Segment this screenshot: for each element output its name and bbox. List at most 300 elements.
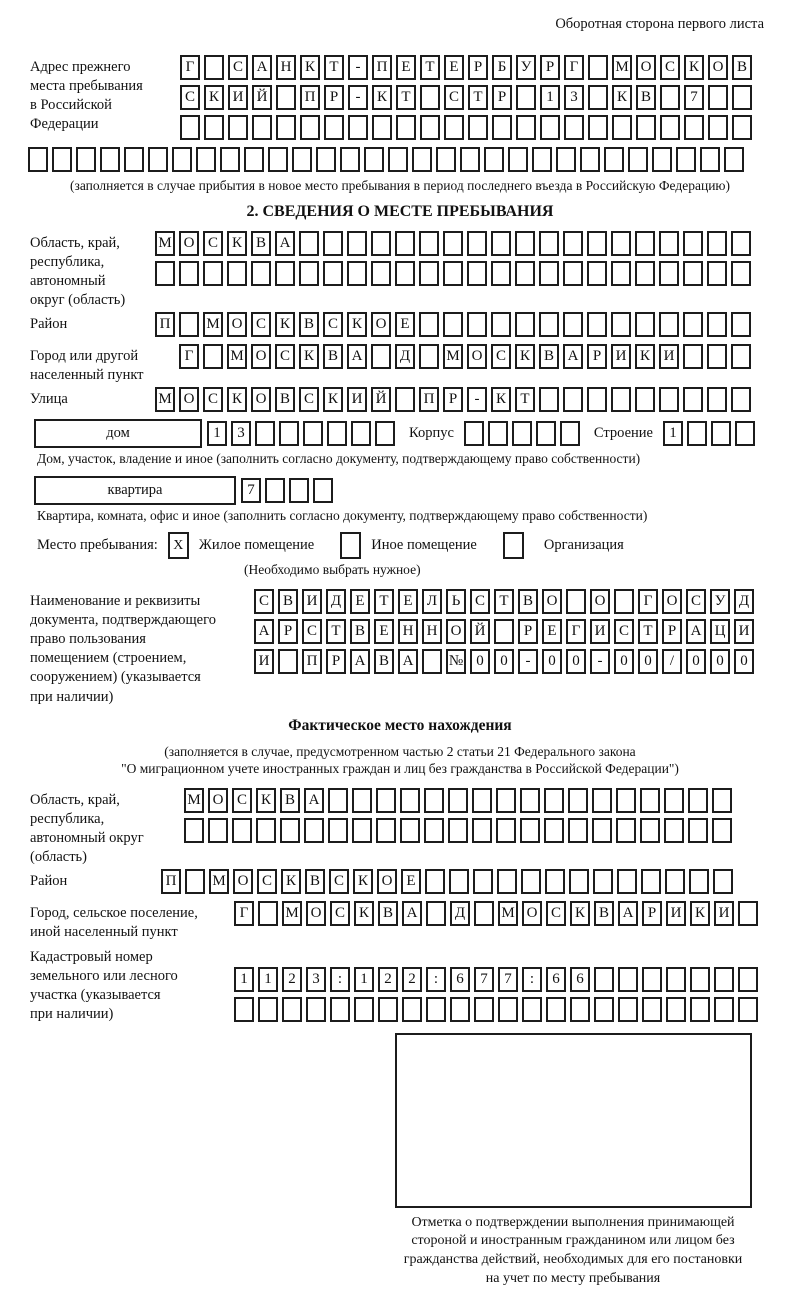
char-box[interactable]: И xyxy=(734,619,754,644)
char-box[interactable]: К xyxy=(635,344,655,369)
char-box[interactable]: / xyxy=(662,649,682,674)
char-box[interactable] xyxy=(641,869,661,894)
char-box[interactable]: 0 xyxy=(470,649,490,674)
char-box[interactable]: Й xyxy=(470,619,490,644)
char-box[interactable] xyxy=(468,115,488,140)
char-box[interactable]: Г xyxy=(179,344,199,369)
char-box[interactable]: В xyxy=(594,901,614,926)
char-box[interactable] xyxy=(425,869,445,894)
char-box[interactable] xyxy=(642,967,662,992)
char-box[interactable] xyxy=(556,147,576,172)
char-box[interactable] xyxy=(676,147,696,172)
apartment-type-box[interactable]: квартира xyxy=(34,476,236,505)
char-box[interactable] xyxy=(522,997,542,1022)
char-box[interactable] xyxy=(635,261,655,286)
char-box[interactable]: Д xyxy=(395,344,415,369)
char-box[interactable] xyxy=(520,788,540,813)
char-box[interactable]: И xyxy=(714,901,734,926)
char-box[interactable]: Т xyxy=(638,619,658,644)
char-box[interactable]: И xyxy=(590,619,610,644)
char-box[interactable]: Р xyxy=(540,55,560,80)
char-box[interactable] xyxy=(540,115,560,140)
char-box[interactable]: О xyxy=(179,387,199,412)
char-box[interactable]: К xyxy=(299,344,319,369)
char-box[interactable]: 1 xyxy=(354,967,374,992)
char-box[interactable]: И xyxy=(666,901,686,926)
char-box[interactable]: С xyxy=(203,231,223,256)
char-box[interactable]: 0 xyxy=(494,649,514,674)
char-box[interactable]: Г xyxy=(638,589,658,614)
char-box[interactable] xyxy=(594,967,614,992)
char-box[interactable] xyxy=(516,115,536,140)
char-box[interactable]: 7 xyxy=(474,967,494,992)
char-box[interactable]: А xyxy=(275,231,295,256)
char-box[interactable]: М xyxy=(203,312,223,337)
char-box[interactable] xyxy=(635,312,655,337)
char-box[interactable]: Е xyxy=(374,619,394,644)
char-box[interactable] xyxy=(588,85,608,110)
char-box[interactable]: 1 xyxy=(540,85,560,110)
char-box[interactable] xyxy=(617,869,637,894)
char-box[interactable]: В xyxy=(732,55,752,80)
char-box[interactable]: Д xyxy=(734,589,754,614)
char-box[interactable]: Р xyxy=(278,619,298,644)
char-box[interactable] xyxy=(303,421,323,446)
char-box[interactable] xyxy=(593,869,613,894)
char-box[interactable] xyxy=(203,261,223,286)
char-box[interactable]: Е xyxy=(401,869,421,894)
char-box[interactable] xyxy=(544,788,564,813)
char-box[interactable]: К xyxy=(354,901,374,926)
char-box[interactable] xyxy=(684,115,704,140)
char-box[interactable] xyxy=(508,147,528,172)
char-box[interactable]: О xyxy=(522,901,542,926)
char-box[interactable]: 7 xyxy=(498,967,518,992)
char-box[interactable] xyxy=(443,261,463,286)
char-box[interactable]: К xyxy=(227,387,247,412)
char-box[interactable] xyxy=(496,788,516,813)
char-box[interactable] xyxy=(258,997,278,1022)
char-box[interactable]: А xyxy=(252,55,272,80)
char-box[interactable]: В xyxy=(636,85,656,110)
char-box[interactable]: И xyxy=(254,649,274,674)
char-box[interactable]: 2 xyxy=(282,967,302,992)
char-box[interactable]: Д xyxy=(450,901,470,926)
char-box[interactable]: Н xyxy=(422,619,442,644)
char-box[interactable]: У xyxy=(516,55,536,80)
char-box[interactable] xyxy=(588,115,608,140)
char-box[interactable] xyxy=(708,115,728,140)
char-box[interactable] xyxy=(396,115,416,140)
char-box[interactable] xyxy=(498,997,518,1022)
char-box[interactable] xyxy=(448,818,468,843)
char-box[interactable] xyxy=(196,147,216,172)
char-box[interactable]: 0 xyxy=(542,649,562,674)
char-box[interactable]: Е xyxy=(396,55,416,80)
char-box[interactable] xyxy=(251,261,271,286)
char-box[interactable] xyxy=(313,478,333,503)
char-box[interactable] xyxy=(659,312,679,337)
char-box[interactable] xyxy=(450,997,470,1022)
char-box[interactable] xyxy=(185,869,205,894)
char-box[interactable] xyxy=(635,387,655,412)
char-box[interactable]: 2 xyxy=(378,967,398,992)
char-box[interactable]: В xyxy=(280,788,300,813)
char-box[interactable] xyxy=(330,997,350,1022)
char-box[interactable]: Р xyxy=(518,619,538,644)
char-box[interactable] xyxy=(402,997,422,1022)
char-box[interactable]: М xyxy=(155,387,175,412)
char-box[interactable] xyxy=(545,869,565,894)
char-box[interactable] xyxy=(419,261,439,286)
char-box[interactable] xyxy=(689,869,709,894)
house-type-box[interactable]: дом xyxy=(34,419,202,448)
char-box[interactable] xyxy=(244,147,264,172)
char-box[interactable]: К xyxy=(690,901,710,926)
char-box[interactable] xyxy=(614,589,634,614)
char-box[interactable] xyxy=(280,818,300,843)
char-box[interactable] xyxy=(580,147,600,172)
char-box[interactable] xyxy=(204,55,224,80)
char-box[interactable] xyxy=(292,147,312,172)
char-box[interactable] xyxy=(420,115,440,140)
char-box[interactable]: С xyxy=(660,55,680,80)
char-box[interactable]: Т xyxy=(396,85,416,110)
char-box[interactable]: И xyxy=(611,344,631,369)
char-box[interactable]: П xyxy=(419,387,439,412)
char-box[interactable]: 0 xyxy=(734,649,754,674)
char-box[interactable]: П xyxy=(302,649,322,674)
char-box[interactable]: О xyxy=(208,788,228,813)
checkbox-organization[interactable] xyxy=(503,532,524,559)
char-box[interactable] xyxy=(491,261,511,286)
char-box[interactable] xyxy=(612,115,632,140)
char-box[interactable] xyxy=(467,261,487,286)
char-box[interactable] xyxy=(563,231,583,256)
char-box[interactable] xyxy=(256,818,276,843)
checkbox-residential[interactable]: X xyxy=(168,532,189,559)
char-box[interactable] xyxy=(282,997,302,1022)
char-box[interactable] xyxy=(268,147,288,172)
char-box[interactable]: Е xyxy=(350,589,370,614)
char-box[interactable] xyxy=(738,967,758,992)
char-box[interactable] xyxy=(611,231,631,256)
char-box[interactable]: 6 xyxy=(546,967,566,992)
char-box[interactable] xyxy=(588,55,608,80)
char-box[interactable] xyxy=(521,869,541,894)
char-box[interactable] xyxy=(316,147,336,172)
char-box[interactable] xyxy=(227,261,247,286)
char-box[interactable] xyxy=(568,788,588,813)
char-box[interactable]: 0 xyxy=(614,649,634,674)
char-box[interactable]: 1 xyxy=(207,421,227,446)
char-box[interactable] xyxy=(328,818,348,843)
char-box[interactable] xyxy=(400,818,420,843)
char-box[interactable]: В xyxy=(278,589,298,614)
char-box[interactable]: К xyxy=(204,85,224,110)
char-box[interactable] xyxy=(299,231,319,256)
char-box[interactable] xyxy=(560,421,580,446)
char-box[interactable]: Т xyxy=(468,85,488,110)
char-box[interactable] xyxy=(604,147,624,172)
char-box[interactable] xyxy=(208,818,228,843)
char-box[interactable] xyxy=(467,312,487,337)
char-box[interactable] xyxy=(371,344,391,369)
char-box[interactable] xyxy=(378,997,398,1022)
char-box[interactable]: М xyxy=(227,344,247,369)
char-box[interactable] xyxy=(731,312,751,337)
char-box[interactable]: 0 xyxy=(710,649,730,674)
char-box[interactable] xyxy=(711,421,731,446)
char-box[interactable]: В xyxy=(251,231,271,256)
char-box[interactable] xyxy=(707,387,727,412)
char-box[interactable] xyxy=(258,901,278,926)
char-box[interactable] xyxy=(611,312,631,337)
char-box[interactable] xyxy=(592,788,612,813)
char-box[interactable]: Ц xyxy=(710,619,730,644)
char-box[interactable]: М xyxy=(282,901,302,926)
char-box[interactable]: К xyxy=(227,231,247,256)
char-box[interactable]: С xyxy=(686,589,706,614)
char-box[interactable] xyxy=(419,231,439,256)
char-box[interactable]: О xyxy=(708,55,728,80)
char-box[interactable] xyxy=(628,147,648,172)
char-box[interactable]: К xyxy=(353,869,373,894)
char-box[interactable]: О xyxy=(467,344,487,369)
char-box[interactable]: О xyxy=(590,589,610,614)
char-box[interactable] xyxy=(564,115,584,140)
char-box[interactable] xyxy=(371,231,391,256)
char-box[interactable] xyxy=(472,818,492,843)
char-box[interactable] xyxy=(474,997,494,1022)
char-box[interactable]: С xyxy=(203,387,223,412)
char-box[interactable] xyxy=(683,387,703,412)
char-box[interactable] xyxy=(364,147,384,172)
char-box[interactable] xyxy=(611,387,631,412)
char-box[interactable]: У xyxy=(710,589,730,614)
char-box[interactable]: И xyxy=(347,387,367,412)
char-box[interactable] xyxy=(618,997,638,1022)
char-box[interactable] xyxy=(712,788,732,813)
char-box[interactable]: Г xyxy=(234,901,254,926)
char-box[interactable]: О xyxy=(377,869,397,894)
char-box[interactable]: М xyxy=(155,231,175,256)
char-box[interactable] xyxy=(587,261,607,286)
char-box[interactable] xyxy=(700,147,720,172)
char-box[interactable]: В xyxy=(539,344,559,369)
char-box[interactable] xyxy=(640,818,660,843)
char-box[interactable]: 2 xyxy=(402,967,422,992)
char-box[interactable]: М xyxy=(184,788,204,813)
char-box[interactable]: Г xyxy=(564,55,584,80)
char-box[interactable] xyxy=(424,818,444,843)
char-box[interactable]: Р xyxy=(326,649,346,674)
char-box[interactable] xyxy=(587,231,607,256)
char-box[interactable]: К xyxy=(256,788,276,813)
char-box[interactable] xyxy=(375,421,395,446)
char-box[interactable]: А xyxy=(304,788,324,813)
char-box[interactable]: В xyxy=(374,649,394,674)
char-box[interactable]: О xyxy=(636,55,656,80)
char-box[interactable] xyxy=(707,312,727,337)
char-box[interactable] xyxy=(124,147,144,172)
char-box[interactable]: 7 xyxy=(241,478,261,503)
char-box[interactable]: О xyxy=(446,619,466,644)
char-box[interactable] xyxy=(731,231,751,256)
char-box[interactable]: Р xyxy=(443,387,463,412)
char-box[interactable]: С xyxy=(180,85,200,110)
char-box[interactable]: О xyxy=(251,344,271,369)
char-box[interactable]: К xyxy=(372,85,392,110)
char-box[interactable]: Ь xyxy=(446,589,466,614)
char-box[interactable]: А xyxy=(618,901,638,926)
char-box[interactable] xyxy=(400,788,420,813)
char-box[interactable] xyxy=(436,147,456,172)
char-box[interactable]: О xyxy=(542,589,562,614)
char-box[interactable]: М xyxy=(209,869,229,894)
char-box[interactable]: С xyxy=(444,85,464,110)
char-box[interactable] xyxy=(520,818,540,843)
char-box[interactable] xyxy=(636,115,656,140)
char-box[interactable] xyxy=(420,85,440,110)
char-box[interactable]: Т xyxy=(326,619,346,644)
char-box[interactable] xyxy=(395,261,415,286)
char-box[interactable] xyxy=(422,649,442,674)
char-box[interactable] xyxy=(278,649,298,674)
char-box[interactable] xyxy=(255,421,275,446)
char-box[interactable] xyxy=(220,147,240,172)
char-box[interactable] xyxy=(304,818,324,843)
char-box[interactable]: В xyxy=(518,589,538,614)
char-box[interactable] xyxy=(100,147,120,172)
char-box[interactable] xyxy=(347,261,367,286)
char-box[interactable] xyxy=(683,312,703,337)
char-box[interactable]: М xyxy=(612,55,632,80)
char-box[interactable]: В xyxy=(378,901,398,926)
char-box[interactable]: 3 xyxy=(306,967,326,992)
char-box[interactable]: № xyxy=(446,649,466,674)
char-box[interactable] xyxy=(496,818,516,843)
char-box[interactable] xyxy=(732,85,752,110)
char-box[interactable] xyxy=(708,85,728,110)
char-box[interactable]: Р xyxy=(587,344,607,369)
char-box[interactable]: : xyxy=(522,967,542,992)
char-box[interactable] xyxy=(724,147,744,172)
char-box[interactable] xyxy=(707,231,727,256)
char-box[interactable] xyxy=(275,261,295,286)
char-box[interactable]: С xyxy=(299,387,319,412)
char-box[interactable]: К xyxy=(347,312,367,337)
char-box[interactable] xyxy=(738,997,758,1022)
char-box[interactable] xyxy=(300,115,320,140)
char-box[interactable] xyxy=(474,901,494,926)
char-box[interactable] xyxy=(491,312,511,337)
char-box[interactable] xyxy=(327,421,347,446)
char-box[interactable]: П xyxy=(372,55,392,80)
char-box[interactable]: 6 xyxy=(450,967,470,992)
char-box[interactable] xyxy=(184,818,204,843)
char-box[interactable]: С xyxy=(614,619,634,644)
char-box[interactable]: С xyxy=(251,312,271,337)
char-box[interactable] xyxy=(539,261,559,286)
char-box[interactable] xyxy=(666,967,686,992)
char-box[interactable]: В xyxy=(323,344,343,369)
char-box[interactable] xyxy=(539,231,559,256)
char-box[interactable] xyxy=(388,147,408,172)
char-box[interactable]: 0 xyxy=(638,649,658,674)
char-box[interactable]: Т xyxy=(515,387,535,412)
char-box[interactable]: Т xyxy=(324,55,344,80)
char-box[interactable] xyxy=(566,589,586,614)
char-box[interactable] xyxy=(712,818,732,843)
char-box[interactable]: П xyxy=(300,85,320,110)
char-box[interactable] xyxy=(484,147,504,172)
char-box[interactable] xyxy=(515,312,535,337)
char-box[interactable] xyxy=(642,997,662,1022)
char-box[interactable]: 0 xyxy=(686,649,706,674)
char-box[interactable] xyxy=(635,231,655,256)
char-box[interactable] xyxy=(515,261,535,286)
char-box[interactable] xyxy=(659,231,679,256)
char-box[interactable]: К xyxy=(515,344,535,369)
char-box[interactable] xyxy=(707,261,727,286)
char-box[interactable] xyxy=(473,869,493,894)
char-box[interactable] xyxy=(568,818,588,843)
char-box[interactable] xyxy=(738,901,758,926)
char-box[interactable] xyxy=(516,85,536,110)
char-box[interactable]: К xyxy=(612,85,632,110)
char-box[interactable] xyxy=(732,115,752,140)
char-box[interactable] xyxy=(660,115,680,140)
char-box[interactable]: Й xyxy=(252,85,272,110)
char-box[interactable] xyxy=(172,147,192,172)
char-box[interactable] xyxy=(665,869,685,894)
char-box[interactable] xyxy=(76,147,96,172)
char-box[interactable] xyxy=(664,788,684,813)
char-box[interactable] xyxy=(488,421,508,446)
char-box[interactable] xyxy=(539,312,559,337)
char-box[interactable] xyxy=(616,818,636,843)
char-box[interactable]: И xyxy=(302,589,322,614)
char-box[interactable]: К xyxy=(300,55,320,80)
char-box[interactable]: 1 xyxy=(258,967,278,992)
char-box[interactable]: Г xyxy=(180,55,200,80)
char-box[interactable] xyxy=(592,818,612,843)
char-box[interactable] xyxy=(707,344,727,369)
char-box[interactable] xyxy=(351,421,371,446)
char-box[interactable] xyxy=(252,115,272,140)
char-box[interactable] xyxy=(536,421,556,446)
char-box[interactable] xyxy=(448,788,468,813)
char-box[interactable] xyxy=(652,147,672,172)
char-box[interactable] xyxy=(155,261,175,286)
char-box[interactable]: Е xyxy=(395,312,415,337)
char-box[interactable] xyxy=(464,421,484,446)
char-box[interactable] xyxy=(426,997,446,1022)
char-box[interactable]: С xyxy=(232,788,252,813)
char-box[interactable]: Т xyxy=(420,55,440,80)
char-box[interactable]: А xyxy=(402,901,422,926)
char-box[interactable]: 6 xyxy=(570,967,590,992)
char-box[interactable]: - xyxy=(518,649,538,674)
char-box[interactable] xyxy=(492,115,512,140)
char-box[interactable] xyxy=(731,344,751,369)
char-box[interactable]: - xyxy=(348,85,368,110)
char-box[interactable] xyxy=(616,788,636,813)
char-box[interactable]: Т xyxy=(374,589,394,614)
char-box[interactable]: 3 xyxy=(231,421,251,446)
char-box[interactable]: Р xyxy=(662,619,682,644)
